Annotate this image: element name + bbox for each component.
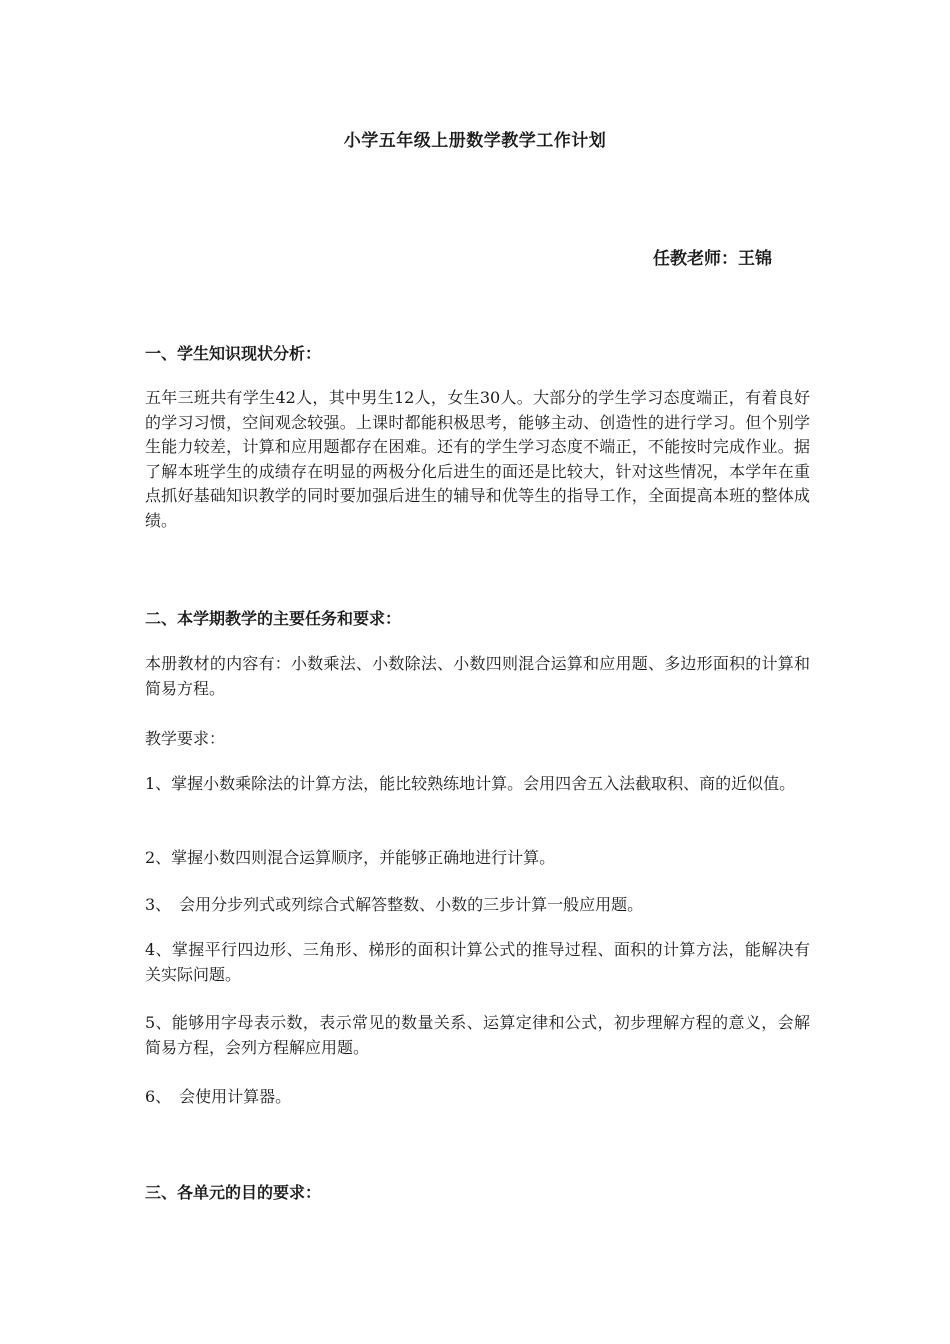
document-title: 小学五年级上册数学教学工作计划 [343, 131, 607, 151]
teacher-line: 任教老师：王锦 [653, 249, 772, 269]
requirement-item-3: 3、 会用分步列式或列综合式解答整数、小数的三步计算一般应用题。 [145, 895, 644, 914]
requirement-item-1: 1、掌握小数乘除法的计算方法，能比较熟练地计算。会用四舍五入法截取积、商的近似值。 [145, 774, 796, 793]
requirements-label: 教学要求： [145, 729, 226, 748]
section-2-heading: 二、本学期教学的主要任务和要求： [145, 609, 402, 628]
section-1-body: 五年三班共有学生42人，其中男生12人，女生30人。大部分的学生学习态度端正，有着良好的学习习惯，空间观念较强。上课时都能积极思考，能够主动、创造性的进行学习。但个别学生能力较差，计算和应用题都存在困难。还有的学生学习态度不端正，不能按时完成作业。据了解本班学生的成绩存在明显的两极分化后进生的面还是比较大，针对这些情况，本学年在重点抓好基础知识教学的同时要加强后进生的辅导和优等生的指导工作，全面提高本班的整体成绩。 [145, 388, 810, 530]
requirement-item-2: 2、掌握小数四则混合运算顺序，并能够正确地进行计算。 [145, 848, 556, 867]
section-2-intro: 本册教材的内容有：小数乘法、小数除法、小数四则混合运算和应用题、多边形面积的计算和简易方程。 [145, 654, 810, 698]
section-1-heading: 一、学生知识现状分析： [145, 344, 322, 363]
requirement-item-6: 6、 会使用计算器。 [145, 1087, 292, 1106]
requirement-item-4: 4、掌握平行四边形、三角形、梯形的面积计算公式的推导过程、面积的计算方法，能解决有关实际问题。 [145, 940, 810, 984]
section-3-heading: 三、各单元的目的要求： [145, 1183, 322, 1202]
requirement-item-5: 5、能够用字母表示数，表示常见的数量关系、运算定律和公式，初步理解方程的意义，会解简易方程，会列方程解应用题。 [145, 1013, 810, 1057]
